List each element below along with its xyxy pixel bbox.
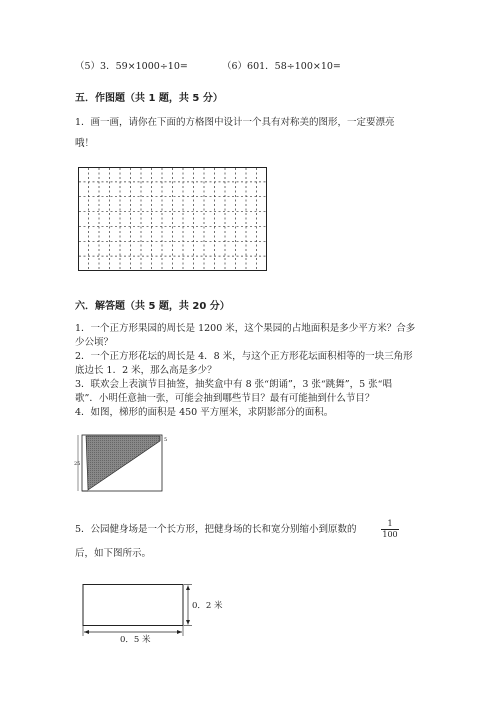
rectangle-width-label: 0．5 米: [120, 635, 151, 645]
drawing-question-line-1: 1．画一画，请你在下面的方格图中设计一个具有对称美的图形，一定要漂亮: [75, 117, 395, 128]
question-1-line-2: 少公顷？: [75, 337, 114, 348]
fraction-denominator: 100: [382, 530, 398, 539]
question-2-line-1: 2．一个正方形花坛的周长是 4．8 米，与这个正方形花坛面积相等的一块三角形: [75, 351, 413, 362]
question-2-line-2: 底边长 1．2 米，那么高是多少？: [75, 365, 217, 376]
calc-question-5: （5）3．59×1000÷10=: [75, 61, 188, 72]
section-6-heading: 六．解答题（共 5 题，共 20 分）: [75, 301, 230, 312]
shaded-triangle: [86, 436, 160, 490]
question-4-line-1: 4．如图，梯形的面积是 450 平方厘米，求阴影部分的面积。: [75, 407, 334, 418]
drawing-question-line-2: 哦！: [75, 138, 95, 149]
calc-question-6: （6）601．58÷100×10=: [222, 61, 341, 72]
scaled-rectangle-figure: [80, 584, 225, 646]
fraction-numerator: 1: [381, 519, 399, 530]
scaled-rectangle: [83, 585, 183, 626]
question-1-line-1: 1．一个正方形果园的周长是 1200 米，这个果园的占地面积是多少平方米？合多: [75, 323, 416, 334]
section-5-heading: 五．作图题（共 1 题，共 5 分）: [75, 93, 223, 104]
question-3-line-1: 3．联欢会上表演节目抽签，抽奖盒中有 8 张“朗诵”，3 张“跳舞”，5 张“唱: [75, 379, 393, 390]
question-5-fraction: [381, 519, 399, 540]
question-5-text-b: 后，如下图所示。: [75, 548, 152, 559]
trapezoid-figure: [74, 432, 174, 494]
rectangle-height-label: 0．2 米: [192, 601, 223, 611]
question-3-line-2: 歌”．小明任意抽一张，可能会抽到哪些节目？最有可能抽到什么节目？: [75, 393, 375, 404]
drawing-grid: [78, 167, 267, 271]
question-5-text-a: 5．公园健身场是一个长方形，把健身场的长和宽分别缩小到原数的: [75, 524, 357, 535]
trapezoid-height-label: 25: [74, 461, 81, 467]
trapezoid-small-label: 5: [164, 437, 168, 443]
